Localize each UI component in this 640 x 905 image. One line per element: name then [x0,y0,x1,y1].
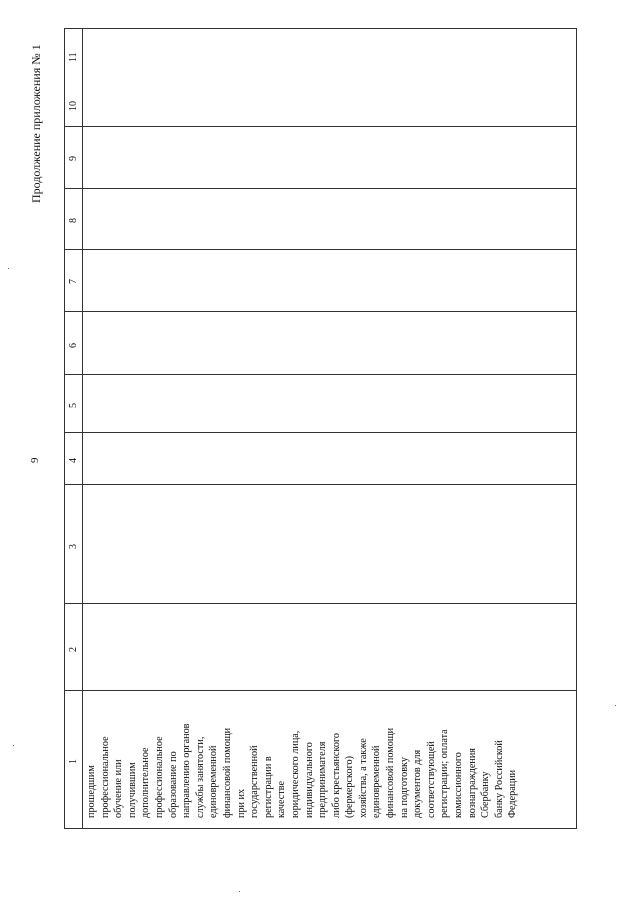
cell-line: индивидуального [303,742,315,818]
cell-line: хозяйства, а также [357,738,369,818]
column-number: 8 [68,218,79,223]
cell-line: (фермерского) [344,756,356,818]
cell-line: обучение или [113,759,125,818]
table-right-border [64,828,577,829]
cell-line: прошедшим [86,765,97,818]
cell-line: дополнительное [140,747,152,818]
column-number: 9 [68,156,79,161]
table-cell-text [85,708,520,818]
table-header-border [82,28,83,828]
column-divider [64,249,577,250]
scan-speck [239,891,240,892]
cell-line: на подготовку [398,757,410,818]
cell-line: комиссионного [453,752,465,818]
cell-line: образование по [167,751,179,818]
cell-line: вознаграждения [466,748,478,818]
column-number: 10 [68,101,79,111]
column-number: 4 [68,458,79,463]
table-bottom-border [576,28,577,828]
column-divider [64,690,577,691]
cell-line: предпринимателя [317,741,329,818]
cell-line: регистрации; оплата [439,729,451,818]
cell-line: юридического лица, [289,730,301,818]
cell-line: направлению органов [181,723,193,818]
cell-line: Федерации [507,769,519,818]
column-number: 2 [68,647,79,652]
scan-speck [615,705,616,706]
cell-line: финансовой помощи [385,727,397,818]
table-top-border [64,28,65,828]
cell-line: при их [235,788,247,818]
cell-line: службы занятости, [194,736,206,818]
column-divider [64,188,577,189]
column-divider [64,484,577,485]
cell-line: профессиональное [99,736,111,818]
column-number: 6 [68,343,79,348]
table-left-border [64,28,577,29]
scan-speck [8,268,9,269]
column-number: 3 [68,544,79,549]
column-divider [64,126,577,127]
cell-line: документов для [412,749,424,818]
column-number: 11 [68,52,79,62]
cell-line: единовременной [208,745,220,818]
scan-speck [13,745,14,746]
cell-line: единовременной [371,745,383,818]
column-number: 7 [68,279,79,284]
cell-line: профессиональное [153,736,165,818]
column-number: 1 [68,759,79,764]
cell-line: регистрации в [262,756,274,818]
page-number: 9 [29,457,41,463]
cell-line: качестве [276,780,288,818]
column-divider [64,374,577,375]
cell-line: банку Российской [493,740,505,818]
column-number: 5 [68,403,79,408]
cell-line: либо крестьянского [330,732,342,818]
cell-line: получившим [126,762,138,818]
cell-line: соответствующей [425,741,437,818]
cell-line: Сбербанку [480,771,492,818]
column-divider [64,311,577,312]
continuation-header: Продолжение приложения № 1 [29,44,43,203]
column-divider [64,432,577,433]
column-divider [64,603,577,604]
cell-line: государственной [249,745,261,818]
cell-line: финансовой помощи [221,727,233,818]
